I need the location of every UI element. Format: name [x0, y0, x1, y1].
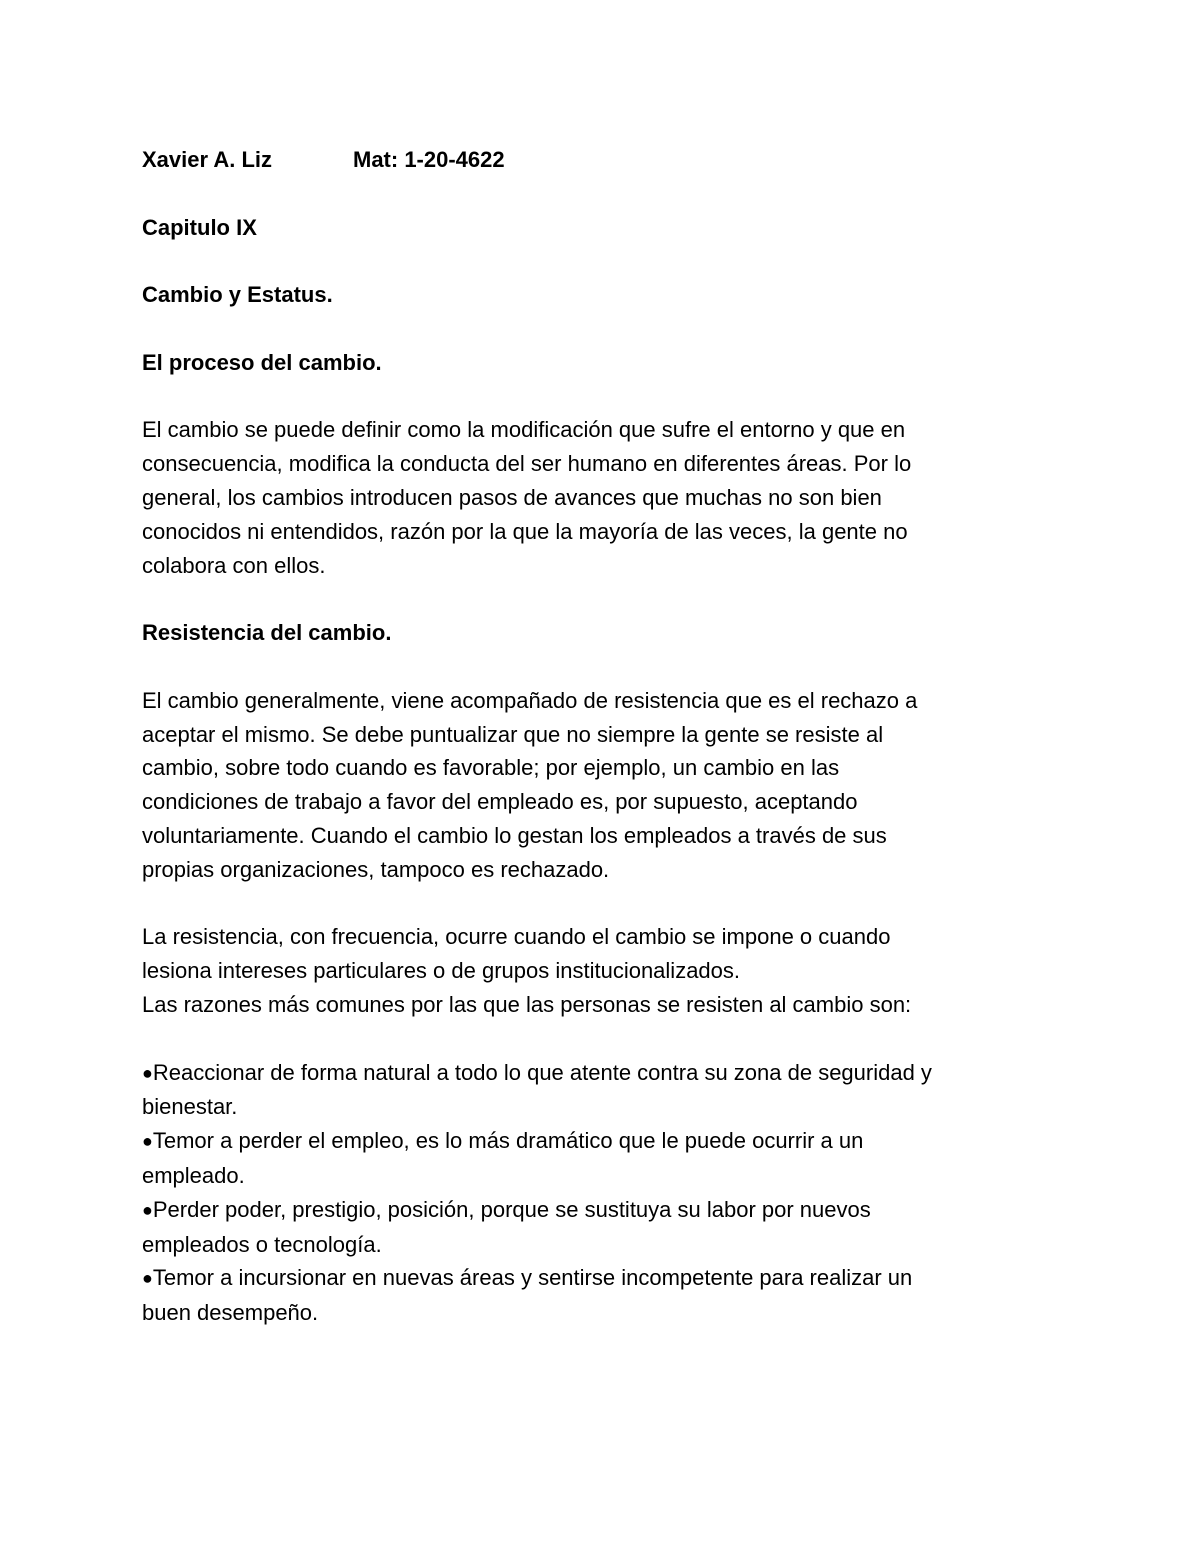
author-header — [142, 143, 1062, 177]
text-line: condiciones de trabajo a favor del empleado es, por supuesto, aceptando — [142, 789, 858, 815]
text-line: lesiona intereses particulares o de grupos institucionalizados. — [142, 958, 741, 984]
student-id: Mat: 1-20-4622 — [353, 147, 505, 172]
list-item-line — [142, 1056, 1062, 1091]
list-item — [142, 1193, 1062, 1262]
bullet-icon: ● — [142, 1268, 153, 1289]
text-line: El cambio se puede definir como la modificación que sufre el entorno y que en — [142, 417, 906, 443]
text-line: colabora con ellos. — [142, 552, 326, 578]
text-line: cambio, sobre todo cuando es favorable; por ejemplo, un cambio en las — [142, 755, 840, 781]
bullet-icon: ● — [142, 1199, 153, 1220]
text-line: Las razones más comunes por las que las personas se resisten al cambio son: — [142, 991, 912, 1017]
document-title: Cambio y Estatus. — [142, 282, 333, 308]
section-heading-resistance: Resistencia del cambio. — [142, 620, 392, 646]
list-item-line: empleado. — [142, 1162, 245, 1188]
text-line: consecuencia, modifica la conducta del ser humano en diferentes áreas. Por lo — [142, 451, 912, 477]
list-item-line: buen desempeño. — [142, 1300, 319, 1326]
list-item — [142, 1261, 1062, 1330]
text-line: La resistencia, con frecuencia, ocurre cuando el cambio se impone o cuando — [142, 924, 891, 950]
list-item — [142, 1056, 1062, 1125]
document-body — [142, 143, 1062, 1330]
paragraph-resistance-2 — [142, 920, 1062, 1021]
text-line: conocidos ni entendidos, razón por la que la mayoría de las veces, la gente no — [142, 518, 908, 544]
list-item-text: Temor a incursionar en nuevas áreas y sentirse incompetente para realizar un — [152, 1265, 913, 1291]
list-item-line — [142, 1261, 1062, 1296]
list-item-line — [142, 1124, 1062, 1159]
list-item-line: empleados o tecnología. — [142, 1231, 382, 1257]
author-name: Xavier A. Liz — [142, 147, 273, 172]
text-line: propias organizaciones, tampoco es rechazado. — [142, 856, 610, 882]
text-line: voluntariamente. Cuando el cambio lo gestan los empleados a través de sus — [142, 822, 887, 848]
bullet-icon: ● — [142, 1062, 153, 1083]
reasons-list — [142, 1056, 1062, 1330]
text-line: aceptar el mismo. Se debe puntualizar que no siempre la gente se resiste al — [142, 721, 884, 747]
paragraph-process — [142, 413, 1062, 582]
list-item-line: bienestar. — [142, 1094, 238, 1120]
list-item-text: Reaccionar de forma natural a todo lo que atente contra su zona de seguridad y — [152, 1059, 932, 1085]
text-line: general, los cambios introducen pasos de avances que muchas no son bien — [142, 484, 882, 510]
text-line: El cambio generalmente, viene acompañado de resistencia que es el rechazo a — [142, 687, 918, 713]
section-heading-process: El proceso del cambio. — [142, 349, 382, 375]
bullet-icon: ● — [142, 1131, 153, 1152]
list-item-line — [142, 1193, 1062, 1228]
paragraph-resistance-1 — [142, 684, 1062, 887]
list-item-text: Temor a perder el empleo, es lo más dramático que le puede ocurrir a un — [152, 1128, 864, 1154]
chapter-title: Capitulo IX — [142, 214, 257, 240]
list-item — [142, 1124, 1062, 1193]
list-item-text: Perder poder, prestigio, posición, porque se sustituya su labor por nuevos — [152, 1196, 871, 1222]
